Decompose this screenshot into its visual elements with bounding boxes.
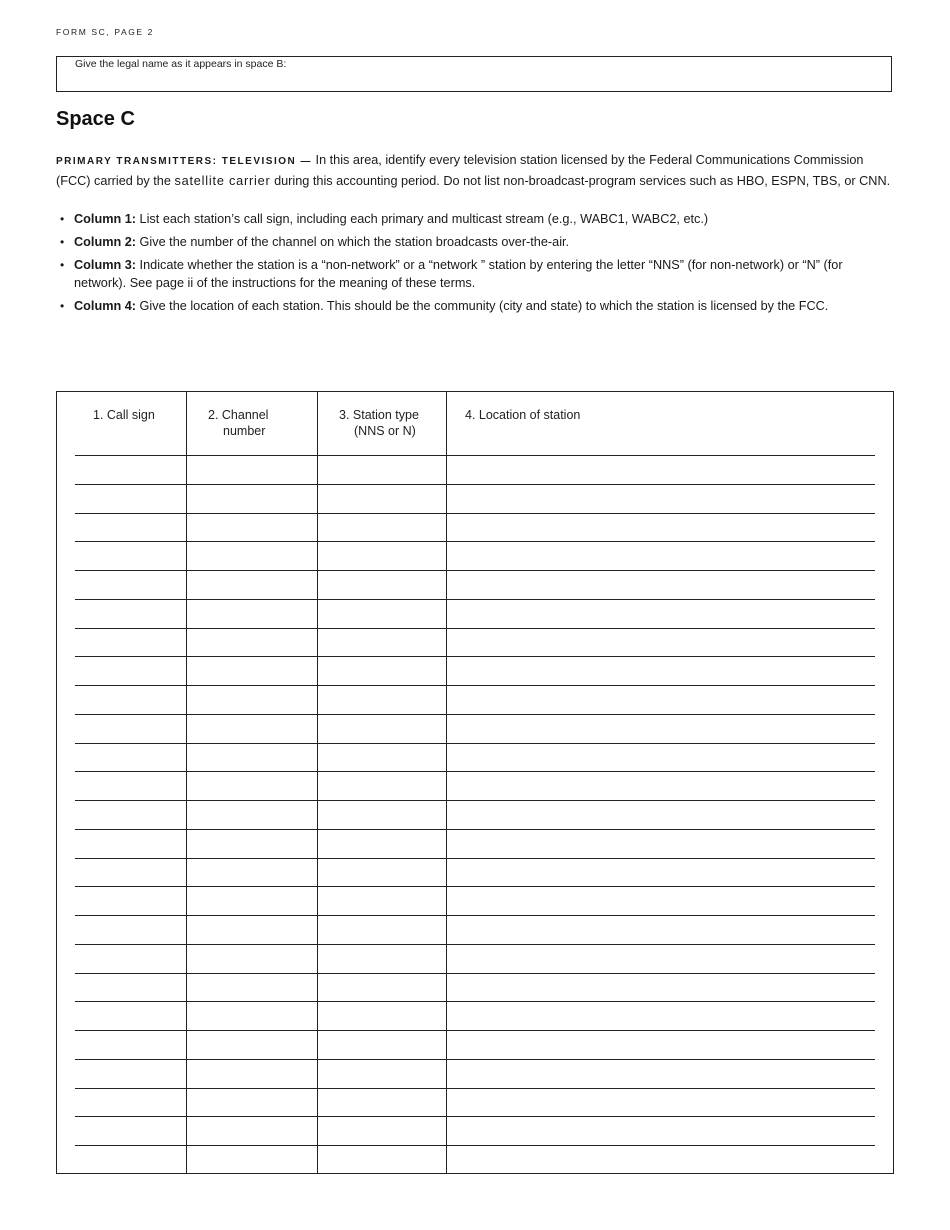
channel-cell[interactable] [186, 771, 317, 799]
channel-cell[interactable] [186, 455, 317, 483]
call-sign-cell[interactable] [75, 628, 186, 656]
call-sign-cell[interactable] [75, 973, 186, 1001]
call-sign-cell[interactable] [75, 886, 186, 914]
instruction-column-1 [56, 210, 892, 228]
station-type-cell[interactable] [317, 886, 446, 914]
station-type-cell[interactable] [317, 541, 446, 569]
location-cell[interactable] [446, 800, 875, 828]
channel-cell[interactable] [186, 886, 317, 914]
instruction-text: Indicate whether the station is a “non-network” or a “network ” station by entering the letter “NNS” (for non-network) or “N” (for network). See page ii of the instructions for the meaning of these terms. [74, 258, 843, 290]
channel-cell[interactable] [186, 743, 317, 771]
instruction-column-4 [56, 297, 892, 315]
call-sign-cell[interactable] [75, 858, 186, 886]
station-type-cell[interactable] [317, 599, 446, 627]
instruction-label: Column 3: [74, 258, 137, 272]
channel-cell[interactable] [186, 1030, 317, 1058]
channel-cell[interactable] [186, 714, 317, 742]
call-sign-cell[interactable] [75, 1001, 186, 1029]
location-cell[interactable] [446, 685, 875, 713]
bullet-icon: • [60, 299, 65, 313]
channel-cell[interactable] [186, 1116, 317, 1144]
channel-cell[interactable] [186, 1145, 317, 1173]
call-sign-cell[interactable] [75, 1145, 186, 1173]
legal-name-field[interactable] [56, 56, 892, 92]
channel-cell[interactable] [186, 685, 317, 713]
call-sign-cell[interactable] [75, 944, 186, 972]
intro-text-2: during this accounting period. Do not list non-broadcast-program services such as HBO, ESPN, TBS, or CNN. [270, 173, 891, 188]
station-type-cell[interactable] [317, 1145, 446, 1173]
channel-cell[interactable] [186, 513, 317, 541]
station-type-cell[interactable] [317, 771, 446, 799]
channel-cell[interactable] [186, 829, 317, 857]
location-cell[interactable] [446, 570, 875, 598]
station-type-cell[interactable] [317, 1116, 446, 1144]
channel-cell[interactable] [186, 570, 317, 598]
call-sign-cell[interactable] [75, 455, 186, 483]
station-type-cell[interactable] [317, 743, 446, 771]
call-sign-cell[interactable] [75, 685, 186, 713]
primary-transmitters-table [56, 391, 894, 1174]
station-type-cell[interactable] [317, 455, 446, 483]
column-header-line: 2. Channel [208, 408, 269, 422]
location-cell[interactable] [446, 541, 875, 569]
station-type-cell[interactable] [317, 570, 446, 598]
station-type-cell[interactable] [317, 1001, 446, 1029]
call-sign-cell[interactable] [75, 800, 186, 828]
location-cell[interactable] [446, 858, 875, 886]
station-type-cell[interactable] [317, 1030, 446, 1058]
page-header: FORM SC, PAGE 2 [56, 27, 154, 37]
location-cell[interactable] [446, 1145, 875, 1173]
call-sign-cell[interactable] [75, 513, 186, 541]
column-instructions [56, 210, 892, 320]
station-type-cell[interactable] [317, 1059, 446, 1087]
channel-cell[interactable] [186, 1001, 317, 1029]
column-header-line: 3. Station type [339, 408, 419, 422]
column-header-location [465, 407, 580, 423]
location-cell[interactable] [446, 1116, 875, 1144]
channel-cell[interactable] [186, 1088, 317, 1116]
location-cell[interactable] [446, 771, 875, 799]
station-type-cell[interactable] [317, 714, 446, 742]
location-cell[interactable] [446, 944, 875, 972]
channel-cell[interactable] [186, 858, 317, 886]
call-sign-cell[interactable] [75, 1030, 186, 1058]
call-sign-cell[interactable] [75, 1116, 186, 1144]
call-sign-cell[interactable] [75, 1059, 186, 1087]
station-type-cell[interactable] [317, 426, 446, 454]
station-type-cell[interactable] [317, 484, 446, 512]
legal-name-label: Give the legal name as it appears in space B: [75, 58, 287, 70]
location-cell[interactable] [446, 426, 875, 454]
instruction-column-2 [56, 233, 892, 251]
bullet-icon: • [60, 212, 65, 226]
station-type-cell[interactable] [317, 685, 446, 713]
station-type-cell[interactable] [317, 858, 446, 886]
channel-cell[interactable] [186, 1059, 317, 1087]
call-sign-cell[interactable] [75, 1088, 186, 1116]
call-sign-cell[interactable] [75, 599, 186, 627]
instruction-text: List each station’s call sign, including each primary and multicast stream (e.g., WABC1, WABC2, etc.) [136, 212, 709, 226]
column-header-line: 1. Call sign [93, 408, 155, 422]
location-cell[interactable] [446, 1030, 875, 1058]
intro-emphasis: satellite carrier [174, 173, 271, 188]
instruction-text: Give the number of the channel on which the station broadcasts over-the-air. [136, 235, 570, 249]
station-type-cell[interactable] [317, 513, 446, 541]
location-cell[interactable] [446, 484, 875, 512]
instruction-label: Column 1: [74, 212, 137, 226]
call-sign-cell[interactable] [75, 570, 186, 598]
station-type-cell[interactable] [317, 973, 446, 1001]
channel-cell[interactable] [186, 944, 317, 972]
channel-cell[interactable] [186, 973, 317, 1001]
location-cell[interactable] [446, 743, 875, 771]
bullet-icon: • [60, 235, 65, 249]
location-cell[interactable] [446, 599, 875, 627]
call-sign-cell[interactable] [75, 829, 186, 857]
instruction-label: Column 4: [74, 299, 137, 313]
location-cell[interactable] [446, 973, 875, 1001]
channel-cell[interactable] [186, 915, 317, 943]
location-cell[interactable] [446, 1088, 875, 1116]
location-cell[interactable] [446, 714, 875, 742]
station-type-cell[interactable] [317, 628, 446, 656]
column-header-call-sign [93, 407, 155, 423]
location-cell[interactable] [446, 628, 875, 656]
location-cell[interactable] [446, 455, 875, 483]
location-cell[interactable] [446, 886, 875, 914]
station-type-cell[interactable] [317, 915, 446, 943]
location-cell[interactable] [446, 915, 875, 943]
intro-paragraph [56, 151, 892, 190]
call-sign-cell[interactable] [75, 771, 186, 799]
location-cell[interactable] [446, 829, 875, 857]
location-cell[interactable] [446, 1059, 875, 1087]
channel-cell[interactable] [186, 599, 317, 627]
channel-cell[interactable] [186, 628, 317, 656]
station-type-cell[interactable] [317, 1088, 446, 1116]
intro-lead: PRIMARY TRANSMITTERS: TELEVISION — [56, 156, 313, 167]
column-header-line: number [223, 424, 266, 438]
call-sign-cell[interactable] [75, 915, 186, 943]
location-cell[interactable] [446, 1001, 875, 1029]
channel-cell[interactable] [186, 484, 317, 512]
intro-text-1: In this area, identify every television station licensed by the Federal Communications Commission (FCC) carried by the [56, 153, 864, 188]
column-header-line: 4. Location of station [465, 408, 581, 422]
channel-cell[interactable] [186, 541, 317, 569]
bullet-icon: • [60, 258, 65, 272]
location-cell[interactable] [446, 656, 875, 684]
call-sign-cell[interactable] [75, 484, 186, 512]
call-sign-cell[interactable] [75, 541, 186, 569]
column-header-line: (NNS or N) [354, 424, 416, 438]
channel-cell[interactable] [186, 656, 317, 684]
call-sign-cell[interactable] [75, 656, 186, 684]
channel-cell[interactable] [186, 426, 317, 454]
station-type-cell[interactable] [317, 656, 446, 684]
location-cell[interactable] [446, 513, 875, 541]
station-type-cell[interactable] [317, 800, 446, 828]
call-sign-cell[interactable] [75, 426, 186, 454]
instruction-label: Column 2: [74, 235, 137, 249]
channel-cell[interactable] [186, 800, 317, 828]
section-title: Space C [56, 108, 135, 130]
station-type-cell[interactable] [317, 944, 446, 972]
station-type-cell[interactable] [317, 829, 446, 857]
call-sign-cell[interactable] [75, 743, 186, 771]
instruction-text: Give the location of each station. This should be the community (city and state) to which the station is licensed by the FCC. [136, 299, 829, 313]
call-sign-cell[interactable] [75, 714, 186, 742]
instruction-column-3 [56, 256, 892, 292]
